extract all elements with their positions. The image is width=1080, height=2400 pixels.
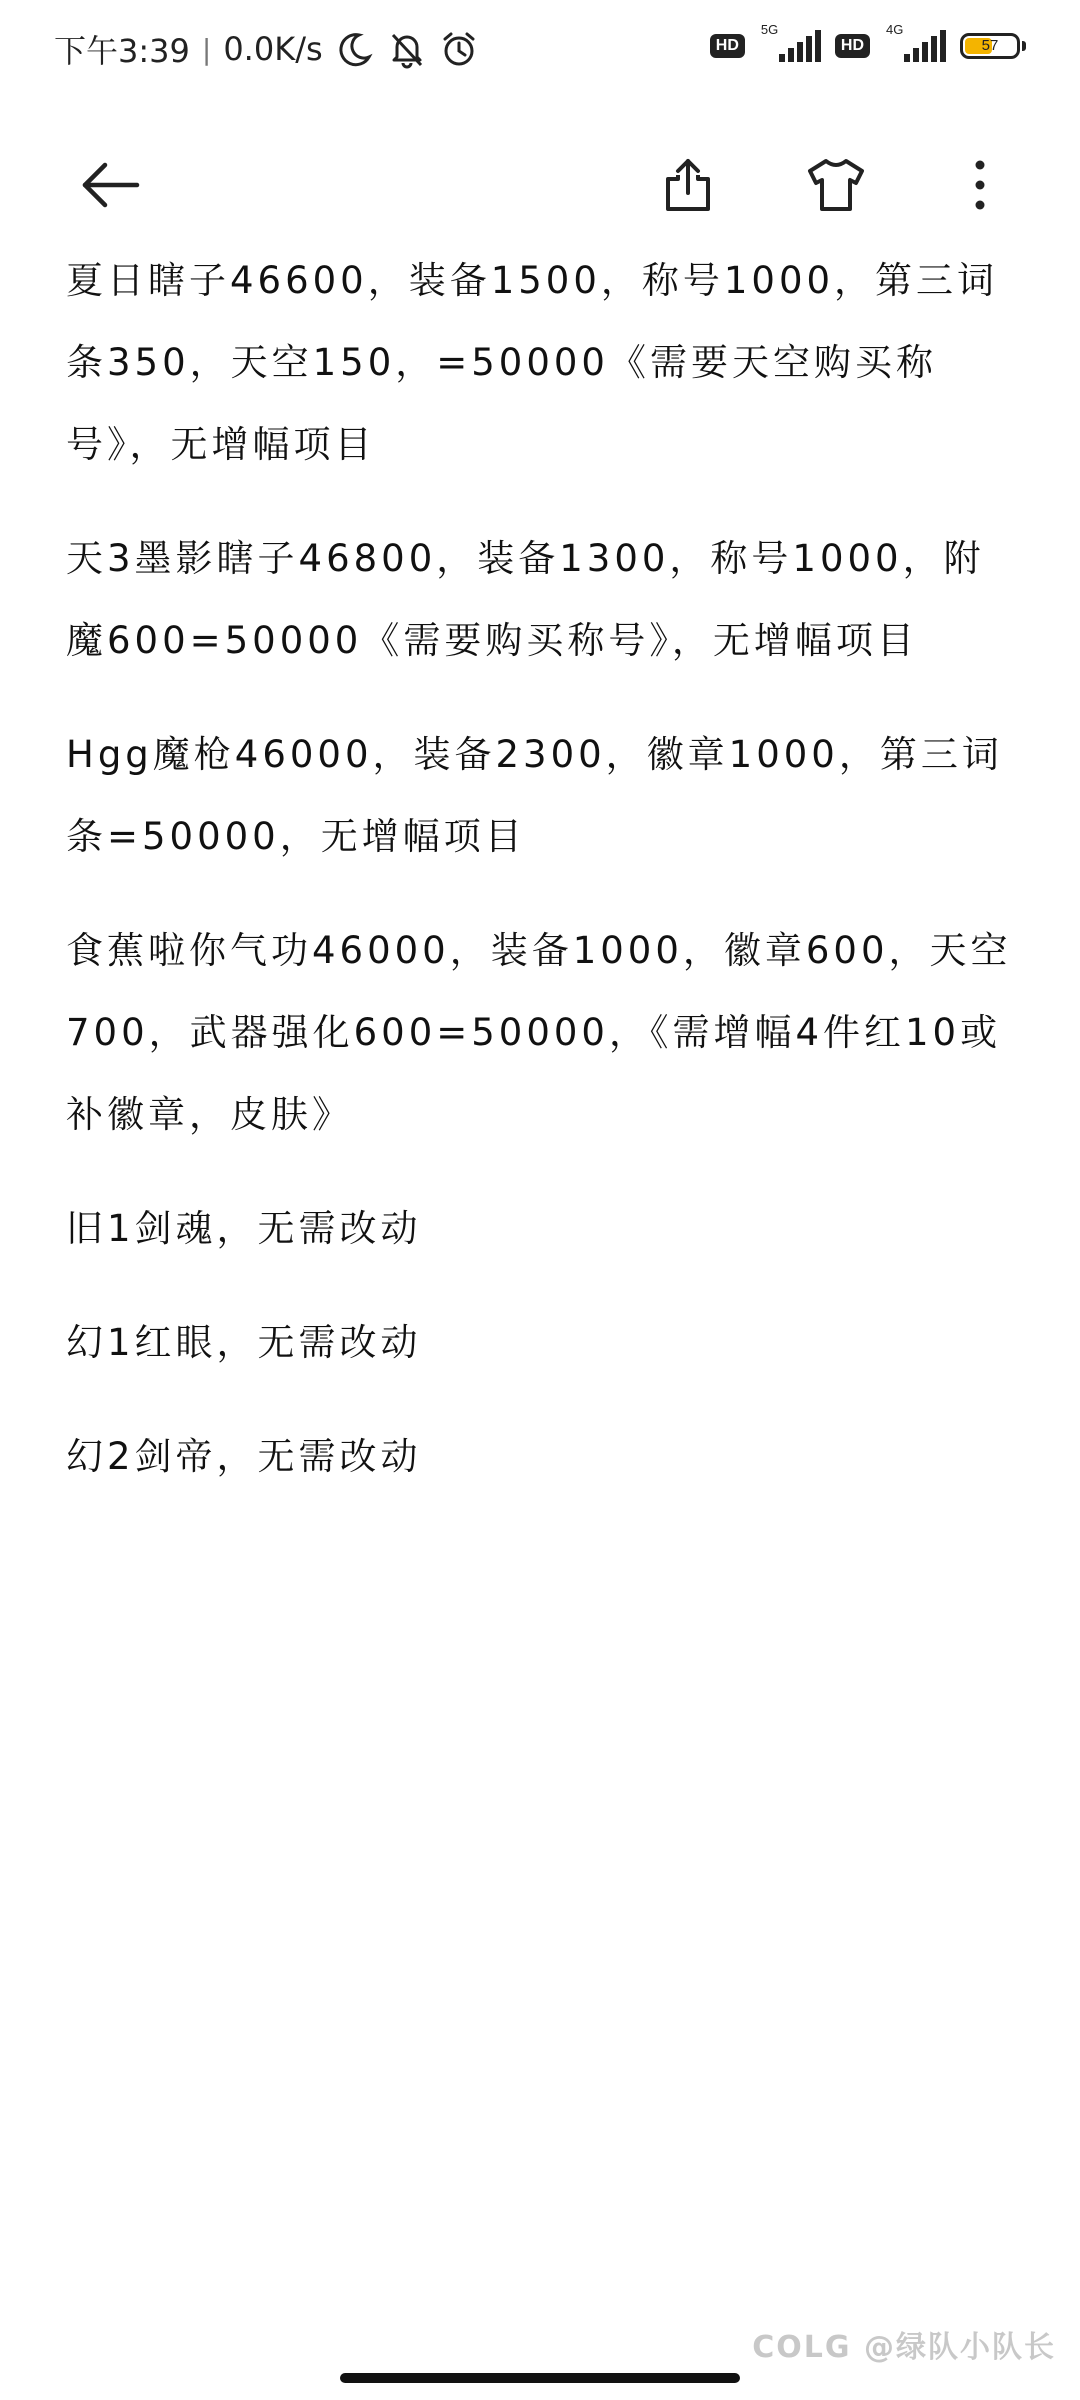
hd-badge-2: HD [835, 34, 870, 58]
note-paragraph: Hgg魔枪46000，装备2300，徽章1000，第三词条=50000，无增幅项目 [66, 733, 1003, 858]
theme-button[interactable] [781, 130, 891, 240]
status-time: 下午3:39 [54, 32, 190, 70]
note-paragraph: 食蕉啦你气功46000，装备1000，徽章600，天空700，武器强化600=50000，《需增幅4件红10或补徽章，皮肤》 [66, 929, 1012, 1136]
moon-icon [335, 29, 375, 69]
watermark: COLG @绿队小队长 [752, 2330, 1056, 2365]
hd-badge: HD [710, 34, 745, 58]
bell-off-icon [387, 29, 427, 69]
battery-level: 57 [981, 37, 999, 54]
alarm-icon [439, 29, 479, 69]
home-indicator[interactable] [340, 2373, 740, 2383]
note-paragraph: 幻1红眼，无需改动 [66, 1321, 422, 1364]
note-paragraph: 天3墨影瞎子46800，装备1300，称号1000，附魔600=50000《需要购买称号》，无增幅项目 [66, 537, 985, 662]
status-bar [0, 0, 1080, 100]
more-options-button[interactable] [925, 130, 1035, 240]
note-paragraph: 夏日瞎子46600，装备1500，称号1000，第三词条350，天空150，=50000《需要天空购买称号》，无增幅项目 [66, 259, 999, 466]
share-icon [658, 155, 718, 215]
note-paragraph: 幻2剑帝，无需改动 [66, 1435, 422, 1478]
network-speed: 0.0K/s [223, 30, 323, 68]
status-separator: | [201, 32, 212, 66]
note-paragraph: 旧1剑魂，无需改动 [66, 1207, 422, 1250]
tshirt-icon [804, 155, 868, 215]
signal-4g-label: 4G [886, 22, 904, 37]
status-left [54, 26, 479, 72]
back-arrow-icon [79, 153, 143, 217]
more-vertical-icon [970, 155, 990, 215]
battery-icon [960, 33, 1020, 59]
share-button[interactable] [633, 130, 743, 240]
status-right [710, 22, 1026, 66]
signal-4g-icon [884, 22, 946, 66]
signal-5g-label: 5G [760, 22, 779, 37]
back-button[interactable] [56, 130, 166, 240]
battery-cap [1022, 41, 1026, 51]
signal-icon [759, 22, 821, 66]
note-body[interactable] [66, 240, 1016, 1530]
toolbar [0, 130, 1080, 240]
